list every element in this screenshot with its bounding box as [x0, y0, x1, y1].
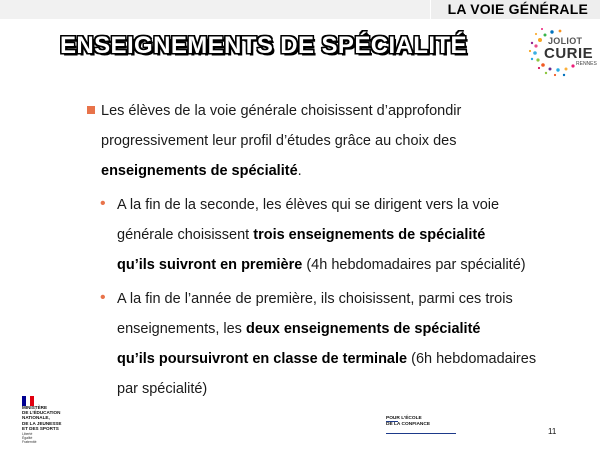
- p1-line2: progressivement leur profil d’études grâce au choix des: [101, 133, 457, 149]
- p3-emphasis: deux enseignements de spécialité: [245, 321, 481, 337]
- ministry-name: [22, 405, 61, 431]
- logo-text-rennes: RENNES: [576, 61, 597, 67]
- p1-line3: [101, 164, 302, 179]
- ministry-motto: [22, 432, 37, 444]
- page-number: 11: [548, 427, 557, 436]
- p3-line3-end: (6h hebdomadaires: [407, 351, 537, 367]
- p2-emphasis: trois enseignements de spécialité: [253, 227, 486, 243]
- logo-text-joliot: JOLIOT: [548, 36, 583, 46]
- p3-line3: [117, 352, 536, 367]
- p1-period: .: [297, 163, 302, 179]
- ecole-confiance-label: [386, 416, 430, 428]
- p2-line1: A la fin de la seconde, les élèves qui se dirigent vers la voie: [117, 197, 500, 213]
- sub-bullet-1: •: [100, 195, 106, 212]
- orange-square-bullet: [87, 106, 95, 114]
- p2-line3: [117, 258, 526, 273]
- p2-line2-start: générale choisissent: [117, 227, 254, 243]
- ministry-line: DE L’ÉDUCATION: [22, 410, 61, 416]
- p1-emphasis: enseignements de spécialité: [101, 163, 298, 179]
- ministry-line: DE LA JEUNESSE: [22, 420, 62, 426]
- p2-emphasis-2: qu’ils suivront en première: [117, 257, 303, 273]
- ministry-line: ET DES SPORTS: [22, 425, 59, 431]
- motto-line: Égalité: [22, 436, 33, 440]
- p3-line2-start: enseignements, les: [117, 321, 246, 337]
- sub-bullet-2: •: [100, 289, 106, 306]
- motto-line: Fraternité: [22, 440, 37, 444]
- ecole-underline: [386, 433, 456, 434]
- ministry-line: NATIONALE,: [22, 415, 50, 421]
- ecole-line1: POUR L’ÉCOLE: [386, 416, 422, 421]
- p3-line2: [117, 322, 480, 337]
- p2-line3-end: (4h hebdomadaires par spécialité): [302, 257, 526, 273]
- p3-emphasis-2: qu’ils poursuivront en classe de terminale: [117, 351, 408, 367]
- p3-line4: par spécialité): [117, 381, 208, 397]
- section-label: LA VOIE GÉNÉRALE: [447, 1, 588, 17]
- p2-line2: [117, 228, 485, 243]
- ministry-line: MINISTÈRE: [22, 405, 48, 410]
- motto-line: Liberté: [22, 432, 33, 436]
- slide-title: ENSEIGNEMENTS DE SPÉCIALITÉ: [60, 32, 467, 59]
- marianne-emblem-icon: [22, 393, 34, 403]
- logo-text-curie: CURIE: [544, 45, 594, 62]
- ecole-line2: DE LA CONFIANCE: [386, 422, 431, 427]
- p1-line1: Les élèves de la voie générale choisissent d’approfondir: [101, 103, 462, 119]
- p3-line1: A la fin de l’année de première, ils choisissent, parmi ces trois: [117, 291, 513, 307]
